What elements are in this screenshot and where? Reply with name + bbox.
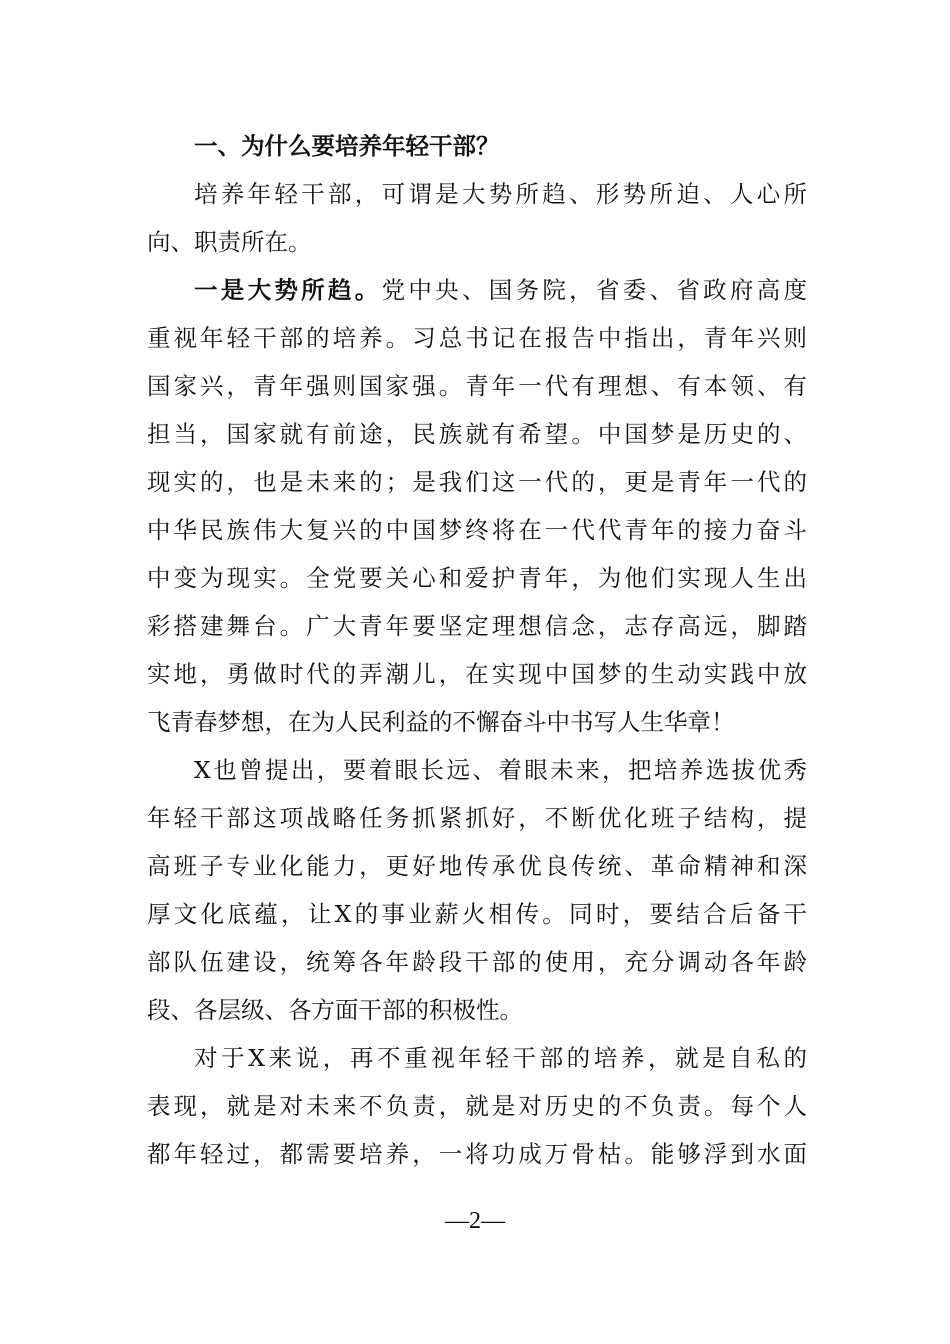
paragraph-x-proposal: [147, 746, 807, 1034]
text-line: 担当，国家就有前途，民族就有希望。中国梦是历史的、: [147, 420, 807, 448]
page-number: —2—: [445, 1208, 505, 1234]
text-line: 中变为现实。全党要关心和爱护青年，为他们实现人生出: [147, 564, 807, 592]
text-line: 现实的，也是未来的；是我们这一代的，更是青年一代的: [147, 468, 807, 496]
document-body: [147, 122, 807, 1178]
text-line: 飞青春梦想，在为人民利益的不懈奋斗中书写人生华章！: [147, 708, 735, 736]
text-line: 表现，就是对未来不负责，就是对历史的不负责。每个人: [147, 1092, 807, 1120]
text-line: 培养年轻干部，可谓是大势所趋、形势所迫、人心所: [194, 180, 807, 208]
text-line: 厚文化底蕴，让X的事业薪火相传。同时，要结合后备干: [147, 900, 807, 928]
text-line: 对于X来说，再不重视年轻干部的培养，就是自私的: [194, 1044, 807, 1072]
text-line: 彩搭建舞台。广大青年要坚定理想信念，志存高远，脚踏: [147, 612, 807, 640]
text-line: 段、各层级、各方面干部的积极性。: [147, 996, 523, 1024]
text-line: 都年轻过，都需要培养，一将功成万骨枯。能够浮到水面: [147, 1140, 807, 1168]
text-line: 年轻干部这项战略任务抓紧抓好，不断优化班子结构，提: [147, 804, 807, 832]
text-line: 实地，勇做时代的弄潮儿，在实现中国梦的生动实践中放: [147, 660, 807, 688]
paragraph-trend: [147, 266, 807, 746]
text-line: X也曾提出，要着眼长远、着眼未来，把培养选拔优秀: [194, 756, 807, 784]
text-line: 高班子专业化能力，更好地传承优良传统、革命精神和深: [147, 852, 807, 880]
text-line: 国家兴，青年强则国家强。青年一代有理想、有本领、有: [147, 372, 807, 400]
text-line: 中华民族伟大复兴的中国梦终将在一代代青年的接力奋斗: [147, 516, 807, 544]
paragraph-x-importance: [147, 1034, 807, 1178]
paragraph-intro: [147, 170, 807, 266]
text-line: 党中央、国务院，省委、省政府高度: [381, 276, 807, 304]
text-line: 重视年轻干部的培养。习总书记在报告中指出，青年兴则: [147, 324, 807, 352]
text-line-with-lead: [147, 266, 807, 314]
text-line: 部队伍建设，统筹各年龄段干部的使用，充分调动各年龄: [147, 948, 807, 976]
text-line: 向、职责所在。: [147, 228, 312, 256]
section-heading: 一、为什么要培养年轻干部？: [194, 132, 500, 160]
paragraph-lead: 一是大势所趋。: [194, 276, 382, 304]
